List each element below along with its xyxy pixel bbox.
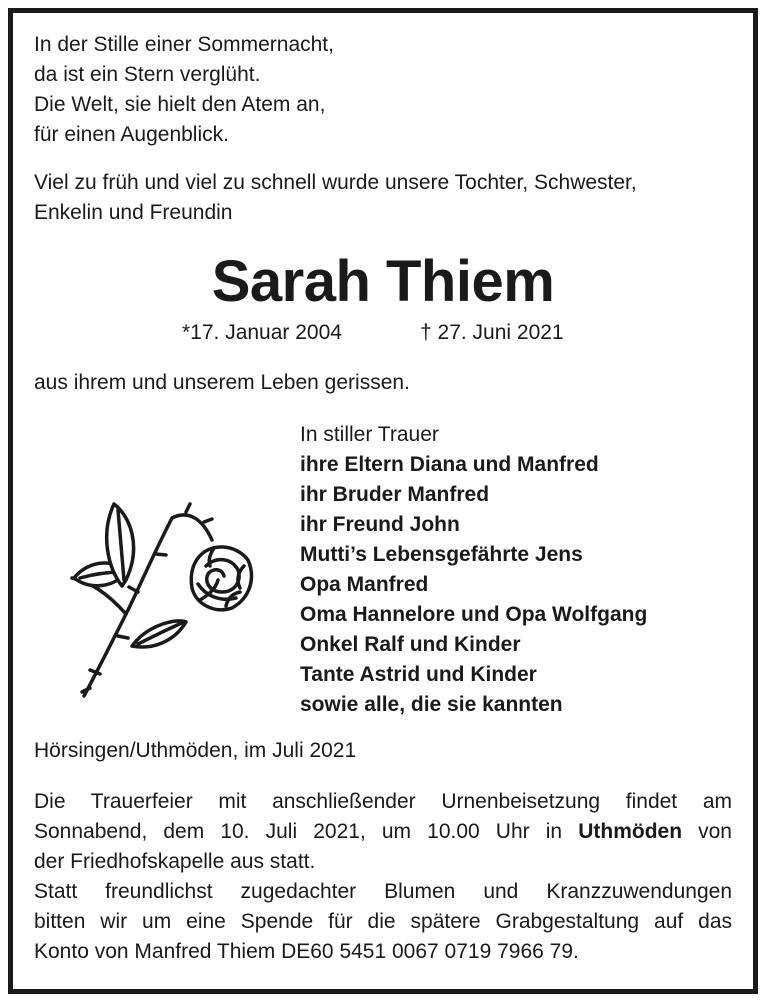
poem-line: In der Stille einer Sommernacht, (34, 33, 334, 56)
funeral-text: Sonnabend, dem 10. Juli 2021, um 10.00 Uhr in (34, 820, 579, 843)
birth-date: *17. Januar 2004 (182, 321, 342, 344)
mourner: Onkel Ralf und Kinder (300, 633, 521, 656)
donation-line: Statt freundlichst zugedachter Blumen und Kranzzuwendungen (34, 880, 732, 903)
mourner: ihr Freund John (300, 513, 460, 536)
poem-line: da ist ein Stern verglüht. (34, 63, 261, 86)
funeral-line: der Friedhofskapelle aus statt. (34, 850, 316, 873)
intro-text (34, 168, 637, 228)
poem-line: für einen Augenblick. (34, 123, 229, 146)
torn-from-text: aus ihrem und unserem Leben gerissen. (34, 371, 410, 394)
mourner: Mutti’s Lebensgefährte Jens (300, 543, 583, 566)
poem (34, 30, 334, 150)
mourner: Oma Hannelore und Opa Wolfgang (300, 603, 648, 626)
death-date: † 27. Juni 2021 (420, 321, 564, 344)
donation-line: bitten wir um eine Spende für die spätere Grabgestaltung auf das (34, 910, 732, 933)
poem-line: Die Welt, sie hielt den Atem an, (34, 93, 326, 116)
mourner: Tante Astrid und Kinder (300, 663, 537, 686)
mourner: ihr Bruder Manfred (300, 483, 490, 506)
mourners-list (300, 420, 647, 720)
place-date: Hörsingen/Uthmöden, im Juli 2021 (34, 739, 357, 762)
mourner: sowie alle, die sie kannten (300, 693, 563, 716)
funeral-line: Die Trauerfeier mit anschließender Urnenbeisetzung findet am (34, 790, 732, 813)
donation-line: Konto von Manfred Thiem DE60 5451 0067 0719 7966 79. (34, 940, 579, 963)
funeral-text: von (682, 820, 732, 843)
intro-line: Enkelin und Freundin (34, 201, 233, 224)
mourner: Opa Manfred (300, 573, 429, 596)
funeral-location: Uthmöden (578, 820, 683, 843)
funeral-line (34, 817, 732, 847)
rose-illustration (60, 496, 260, 706)
deceased-name: Sarah Thiem (211, 249, 555, 314)
mourner: ihre Eltern Diana und Manfred (300, 453, 599, 476)
mourning-intro: In stiller Trauer (300, 423, 439, 446)
funeral-notice (34, 787, 732, 967)
intro-line: Viel zu früh und viel zu schnell wurde unsere Tochter, Schwester, (34, 171, 637, 194)
